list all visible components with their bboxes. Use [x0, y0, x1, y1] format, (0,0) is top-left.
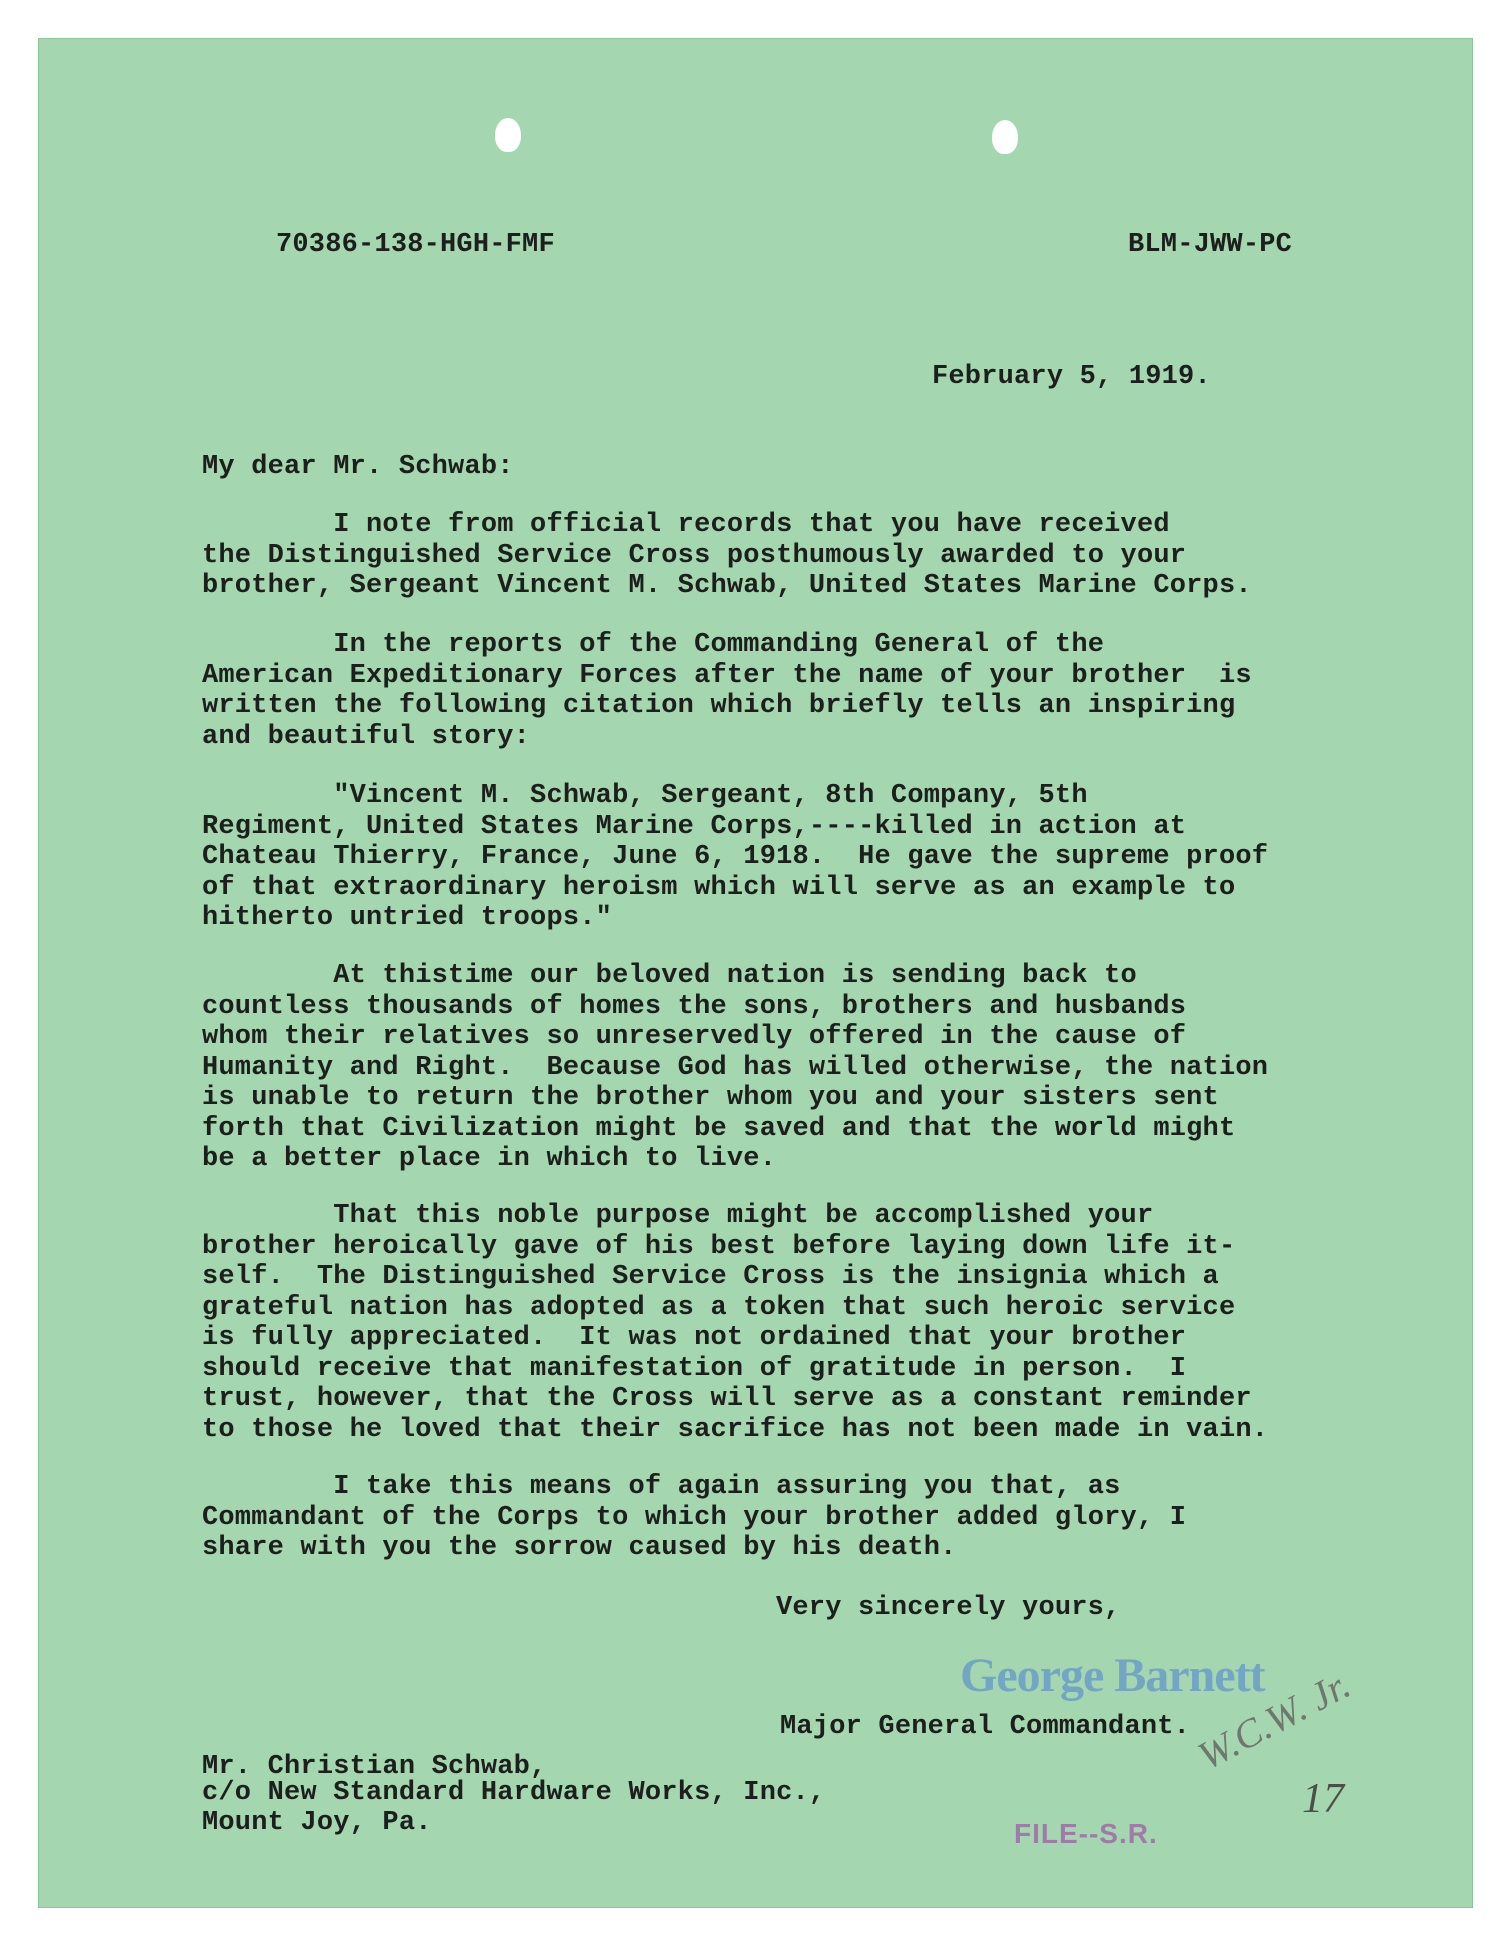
citation-paragraph: "Vincent M. Schwab, Sergeant, 8th Company, 5th Regiment, United States Marine Corps,----killed in action at Chateau Thierry, France, June 6, 1918. He gave the supreme proof of that extraordinary heroism which will serve as an example to hitherto untried troops." — [202, 781, 1269, 933]
signer-title: Major General Commandant. — [780, 1712, 1191, 1742]
punch-hole-right — [992, 120, 1018, 154]
file-stamp: FILE--S.R. — [1014, 1818, 1158, 1849]
file-code: 70386-138-HGH-FMF — [276, 230, 555, 260]
signature-stamp: George Barnett — [960, 1649, 1265, 1702]
body-paragraph-5: That this noble purpose might be accomplished your brother heroically gave of his best before laying down life it- self. The Distinguished Service Cross is the insignia which a grateful nation has adopted as a token that such heroic service is fully appreciated. It was not ordained that your brother should receive that manifestation of gratitude in person. I trust, however, that the Cross will serve as a constant reminder to those he loved that their sacrifice has not been made in vain. — [202, 1201, 1269, 1445]
closing: Very sincerely yours, — [776, 1593, 1121, 1623]
salutation: My dear Mr. Schwab: — [202, 452, 514, 482]
recipient-company: c/o New Standard Hardware Works, Inc., — [202, 1778, 826, 1808]
recipient-city: Mount Joy, Pa. — [202, 1808, 432, 1838]
body-paragraph-4: At thistime our beloved nation is sending back to countless thousands of homes the sons, brothers and husbands whom their relatives so unreservedly offered in the cause of Humanity and Right. Because God has willed otherwise, the nation is unable to return the brother whom you and your sisters sent forth that Civilization might be saved and that the world might be a better place in which to live. — [202, 961, 1269, 1174]
initials-code: BLM-JWW-PC — [1128, 230, 1293, 260]
recipient-name: Mr. Christian Schwab, — [202, 1752, 547, 1782]
handwritten-initials: W.C.W. Jr. — [1190, 1661, 1358, 1779]
page-number: 17 — [1302, 1776, 1344, 1822]
body-paragraph-2: In the reports of the Commanding General of the American Expeditionary Forces after the name of your brother is written the following citation which briefly tells an inspiring and beautiful story: — [202, 630, 1252, 752]
body-paragraph-6: I take this means of again assuring you that, as Commandant of the Corps to which your brother added glory, I share with you the sorrow caused by his death. — [202, 1472, 1187, 1563]
body-paragraph-1: I note from official records that you have received the Distinguished Service Cross posthumously awarded to your brother, Sergeant Vincent M. Schwab, United States Marine Corps. — [202, 510, 1252, 601]
letter-date: February 5, 1919. — [932, 362, 1211, 392]
punch-hole-left — [495, 118, 521, 152]
